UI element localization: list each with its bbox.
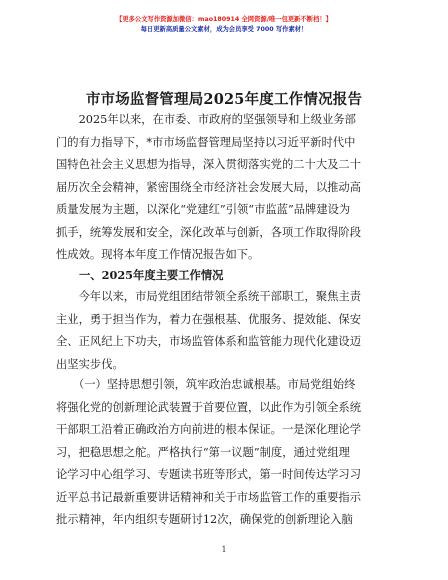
- paragraph-line: 习，把稳思想之舵。严格执行“第一议题”制度，通过党组理: [56, 445, 350, 459]
- document-title: 市市场监督管理局2025年度工作情况报告: [85, 91, 363, 108]
- paragraph-line: 届历次全会精神，紧密围绕全市经济社会发展大局，以推动高: [56, 180, 362, 194]
- paragraph-line: 2025年以来，在市委、市政府的坚强领导和上级业务部: [56, 113, 356, 126]
- promo-banner-line-1: 【更多公文写作资源加微信：mao180914 全网资源/唯一包更新不断档！】: [116, 16, 332, 23]
- intro-paragraph: [56, 109, 394, 267]
- page-number: 1: [221, 545, 227, 554]
- paragraph-line: 干部职工沿着正确政治方向前进的根本保证。一是深化理论学: [56, 423, 362, 436]
- paragraph-line: 门的有力指导下，*市市场监督管理局坚持以习近平新时代中: [56, 135, 356, 149]
- paragraph-line: 性成效。现将本年度工作情况报告如下。: [56, 248, 260, 261]
- section-heading: 一、2025年度主要工作情况: [79, 268, 224, 282]
- paragraph-line: 近平总书记最新重要讲话精神和关于市场监管工作的重要指示: [56, 490, 362, 504]
- paragraph-line: 今年以来，市局党组团结带领全系统干部职工，聚焦主责: [56, 290, 362, 303]
- paragraph-line: 论学习中心组学习、专题读书班等形式，第一时间传达学习习: [56, 468, 362, 481]
- paragraph-line: 全、正风纪上下功夫，市场监管体系和监管能力现代化建设迈: [56, 335, 362, 348]
- paragraph-line: 质量发展为主题，以深化“党建红”引领“市监蓝”品牌建设为: [56, 203, 351, 216]
- paragraph-line: 国特色社会主义思想为指导，深入贯彻落实党的二十大及二十: [56, 158, 362, 171]
- paragraph-line: 出坚实步伐。: [56, 357, 124, 371]
- paragraph-line: （一）坚持思想引领，筑牢政治忠诚根基。市局党组始终: [56, 378, 356, 391]
- paragraph-line: 主业，勇于担当作为，着力在强根基、优服务、提效能、保安: [56, 312, 362, 326]
- paragraph-line: 批示精神，年内组织专题研讨12次，确保党的创新理论入脑: [56, 513, 353, 526]
- paragraph-line: 抓手，统筹发展和安全，深化改革与创新，各项工作取得阶段: [56, 225, 362, 239]
- paragraph-line: 将强化党的创新理论武装置于首要位置，以此作为引领全系统: [56, 400, 362, 414]
- promo-banner-line-2: 每日更新高质量公文素材，成为会员享受 7000 写作素材！: [140, 26, 308, 33]
- subsection-paragraph: [56, 374, 394, 532]
- section-paragraph: [56, 286, 394, 376]
